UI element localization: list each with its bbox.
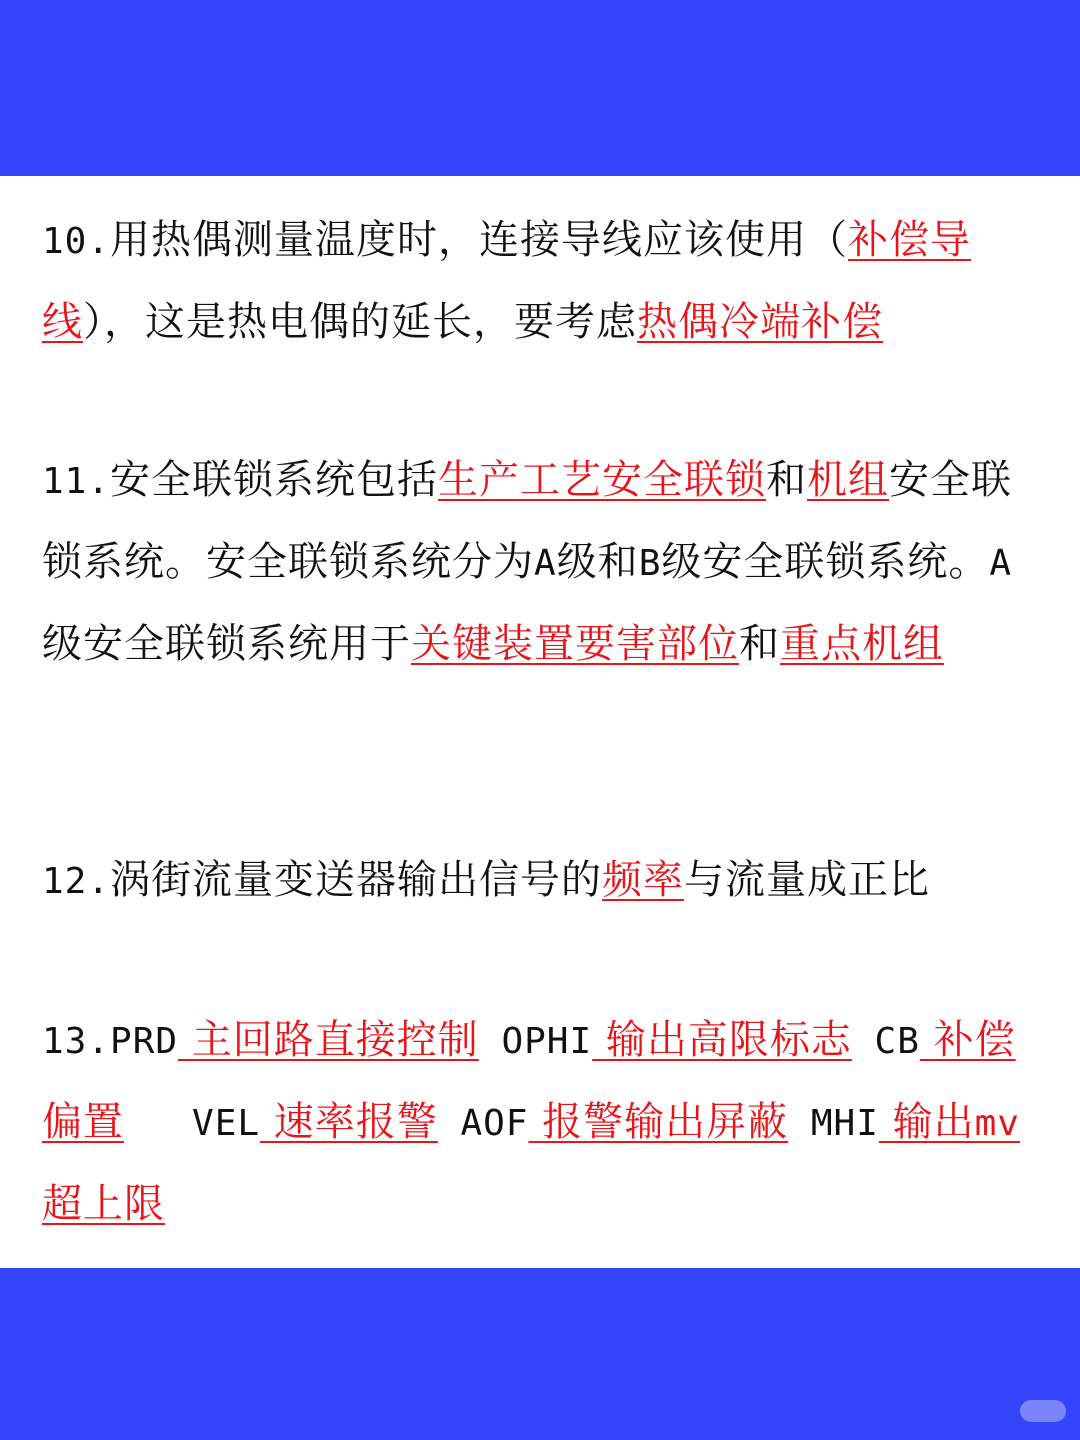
answer-blank: 机组 [807, 457, 890, 503]
answer-blank: 速率报警 [260, 1099, 438, 1145]
question-text: 级和 [556, 539, 639, 585]
parameter-code: OPHI [478, 1021, 593, 1062]
answer-blank: 补偿导线 [42, 217, 972, 345]
question-12 [42, 840, 1042, 922]
level-letter: B [638, 543, 662, 584]
parameter-code: CB [851, 1021, 920, 1062]
answer-blank: 热偶冷端补偿 [637, 299, 883, 345]
answer-blank: mv [974, 1103, 1020, 1144]
question-10 [42, 200, 1042, 362]
answer-blank: 重点机组 [780, 621, 944, 667]
parameter-code: AOF [437, 1103, 529, 1144]
question-number: 11. [42, 461, 111, 502]
answer-blank: 频率 [602, 857, 685, 903]
parameter-code: VEL [124, 1103, 261, 1144]
question-text: 级安全联锁系统用于 [42, 621, 411, 667]
bottom-banner [0, 1268, 1080, 1440]
answer-blank: 关键装置要害部位 [411, 621, 739, 667]
question-number: 10. [42, 221, 111, 262]
level-letter: A [989, 543, 1013, 584]
answer-blank: 生产工艺安全联锁 [438, 457, 767, 503]
question-text: 和 [766, 457, 808, 503]
question-text: 用热偶测量温度时，连接导线应该使用（ [110, 217, 849, 263]
question-text: 涡街流量变送器输出信号的 [110, 857, 603, 903]
question-text: 安全联锁系统包括 [110, 457, 439, 503]
question-text: ），这是热电偶的延长，要考虑 [83, 299, 637, 345]
question-text: 与流量成正比 [684, 857, 931, 903]
question-text: 安全联锁系统。安全联锁系统分为 [42, 457, 1013, 585]
answer-blank: 超上限 [42, 1181, 165, 1227]
answer-blank: 输出高限标志 [592, 1017, 852, 1063]
answer-blank: 补偿偏置 [42, 1017, 1016, 1145]
question-13 [42, 1000, 1042, 1244]
question-text: 级安全联锁系统。 [661, 539, 990, 585]
question-text: 和 [739, 621, 780, 667]
quiz-content [42, 176, 1042, 1268]
question-11 [42, 440, 1042, 684]
top-banner [0, 0, 1080, 176]
answer-blank: 输出 [878, 1099, 975, 1145]
answer-blank: 主回路直接控制 [178, 1017, 479, 1063]
answer-blank: 报警输出屏蔽 [528, 1099, 789, 1145]
question-number: 13. [42, 1021, 111, 1062]
parameter-code: MHI [788, 1103, 879, 1144]
level-letter: A [534, 543, 557, 584]
question-number: 12. [42, 861, 111, 902]
parameter-code: PRD [110, 1021, 179, 1062]
watermark-badge-icon [1020, 1400, 1066, 1422]
